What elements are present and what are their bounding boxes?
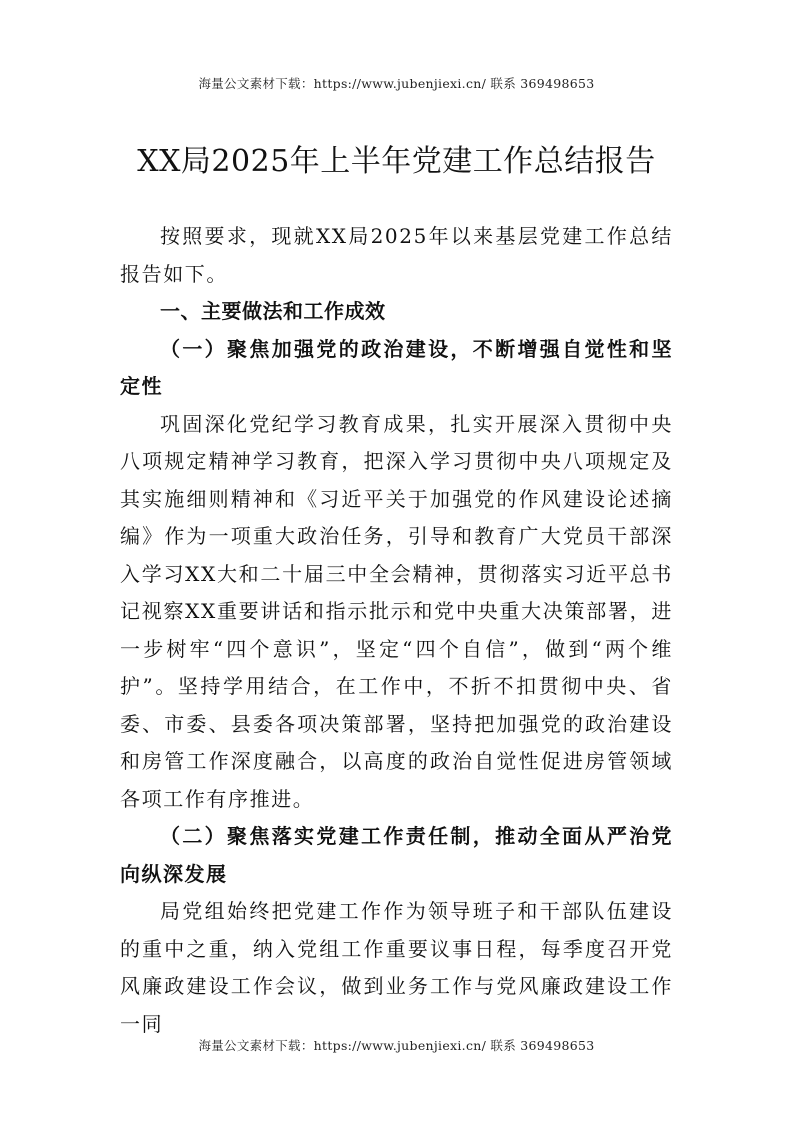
body-paragraph: 巩固深化党纪学习教育成果，扎实开展深入贯彻中央八项规定精神学习教育，把深入学习贯彻中央八项规定及其实施细则精神和《习近平关于加强党的作风建设论述摘编》作为一项重大政治任务，引导和教育广大党员干部深入学习XX大和二十届三中全会精神，贯彻落实习近平总书记视察XX重要讲话和指示批示和党中央重大决策部署，进一步树牢“四个意识”，坚定“四个自信”，做到“两个维护”。坚持学用结合，在工作中，不折不扣贯彻中央、省委、市委、县委各项决策部署，坚持把加强党的政治建设和房管工作深度融合，以高度的政治自觉性促进房管领域各项工作有序推进。 xyxy=(120,411,673,811)
page-header: 海量公文素材下载：https://www.jubenjiexi.cn/ 联系 369498653 xyxy=(198,76,595,91)
subsection-heading: （二）聚焦落实党建工作责任制，推动全面从严治党向纵深发展 xyxy=(120,824,673,886)
section-heading: 一、主要做法和工作成效 xyxy=(160,299,386,323)
document-title: XX局2025年上半年党建工作总结报告 xyxy=(137,144,656,179)
body-paragraph: 局党组始终把党建工作作为领导班子和干部队伍建设的重中之重，纳入党组工作重要议事日程，每季度召开党风廉政建设工作会议，做到业务工作与党风廉政建设工作一同 xyxy=(120,899,673,1036)
intro-paragraph: 按照要求，现就XX局2025年以来基层党建工作总结报告如下。 xyxy=(120,224,673,286)
page-footer: 海量公文素材下载：https://www.jubenjiexi.cn/ 联系 369498653 xyxy=(198,1038,595,1053)
document-body xyxy=(120,218,673,1043)
subsection-heading: （一）聚焦加强党的政治建设，不断增强自觉性和坚定性 xyxy=(120,336,673,398)
